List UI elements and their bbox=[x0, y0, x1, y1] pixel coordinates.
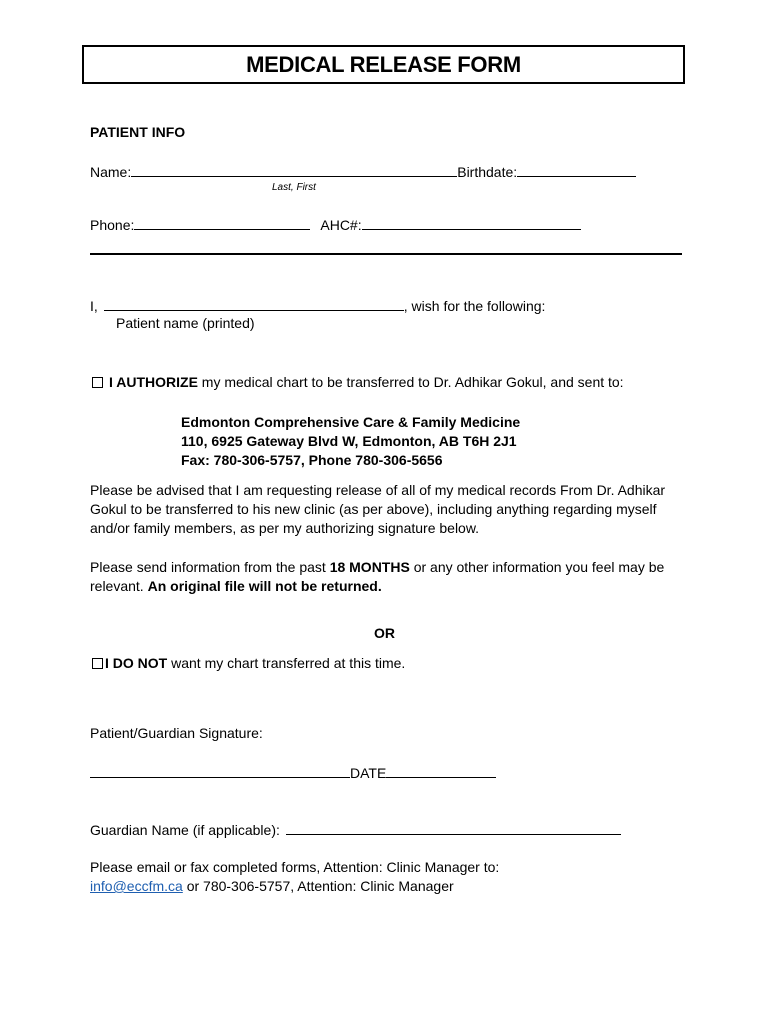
decline-text: want my chart transferred at this time. bbox=[167, 655, 406, 671]
send-bold: 18 MONTHS bbox=[329, 559, 410, 575]
footer-line2-text: or 780-306-5757, Attention: Clinic Manager bbox=[182, 878, 454, 894]
patient-name-field[interactable] bbox=[104, 296, 404, 311]
decline-checkbox[interactable] bbox=[92, 658, 103, 669]
date-field[interactable] bbox=[386, 763, 496, 778]
or-label: OR bbox=[374, 625, 395, 641]
footer-line1: Please email or fax completed forms, Attention: Clinic Manager to: bbox=[90, 859, 500, 875]
phone-row bbox=[90, 215, 581, 233]
email-link[interactable]: info@eccfm.ca bbox=[90, 878, 183, 894]
statement-prefix: I, bbox=[90, 298, 98, 314]
name-hint: Last, First bbox=[272, 182, 316, 193]
authorize-text: my medical chart to be transferred to Dr. Adhikar Gokul, and sent to: bbox=[197, 374, 624, 390]
clinic-contact: Fax: 780-306-5757, Phone 780-306-5656 bbox=[181, 452, 443, 468]
signature-label: Patient/Guardian Signature: bbox=[90, 725, 263, 741]
send-bold-end: An original file will not be returned. bbox=[147, 578, 382, 594]
statement-row bbox=[90, 296, 545, 314]
advice-paragraph: Please be advised that I am requesting release of all of my medical records From Dr. Adhikar Gokul to be transferred to his new clinic (as per above), including anything regarding myself and/or family members, as per my authorizing signature below. bbox=[90, 482, 666, 536]
signature-row bbox=[90, 763, 496, 781]
statement-suffix: , wish for the following: bbox=[403, 298, 546, 314]
clinic-name: Edmonton Comprehensive Care & Family Medicine bbox=[181, 414, 521, 430]
ahc-label: AHC#: bbox=[320, 217, 362, 233]
decline-row bbox=[92, 655, 405, 671]
decline-bold: I DO NOT bbox=[105, 655, 168, 671]
statement-hint: Patient name (printed) bbox=[116, 315, 255, 331]
guardian-row bbox=[90, 820, 621, 838]
date-label: DATE bbox=[350, 765, 387, 781]
name-label: Name: bbox=[90, 164, 132, 180]
guardian-label: Guardian Name (if applicable): bbox=[90, 822, 280, 838]
clinic-address: 110, 6925 Gateway Blvd W, Edmonton, AB T6H 2J1 bbox=[181, 433, 517, 449]
authorize-row bbox=[92, 374, 624, 390]
birthdate-label: Birthdate: bbox=[457, 164, 518, 180]
guardian-field[interactable] bbox=[286, 820, 621, 835]
patient-info-heading: PATIENT INFO bbox=[90, 124, 186, 140]
phone-label: Phone: bbox=[90, 217, 135, 233]
birthdate-field[interactable] bbox=[517, 162, 636, 177]
section-divider bbox=[90, 253, 682, 255]
signature-field[interactable] bbox=[90, 763, 350, 778]
name-field[interactable] bbox=[131, 162, 457, 177]
authorize-checkbox[interactable] bbox=[92, 377, 103, 388]
name-row bbox=[90, 162, 636, 180]
footer-line2 bbox=[90, 878, 454, 894]
authorize-bold: I AUTHORIZE bbox=[109, 374, 198, 390]
send-middle: or any other information you feel may be relevant. bbox=[90, 559, 665, 594]
send-prefix: Please send information from the past bbox=[90, 559, 330, 575]
phone-field[interactable] bbox=[134, 215, 310, 230]
ahc-field[interactable] bbox=[362, 215, 581, 230]
send-paragraph bbox=[90, 558, 680, 596]
form-title: MEDICAL RELEASE FORM bbox=[82, 45, 685, 84]
